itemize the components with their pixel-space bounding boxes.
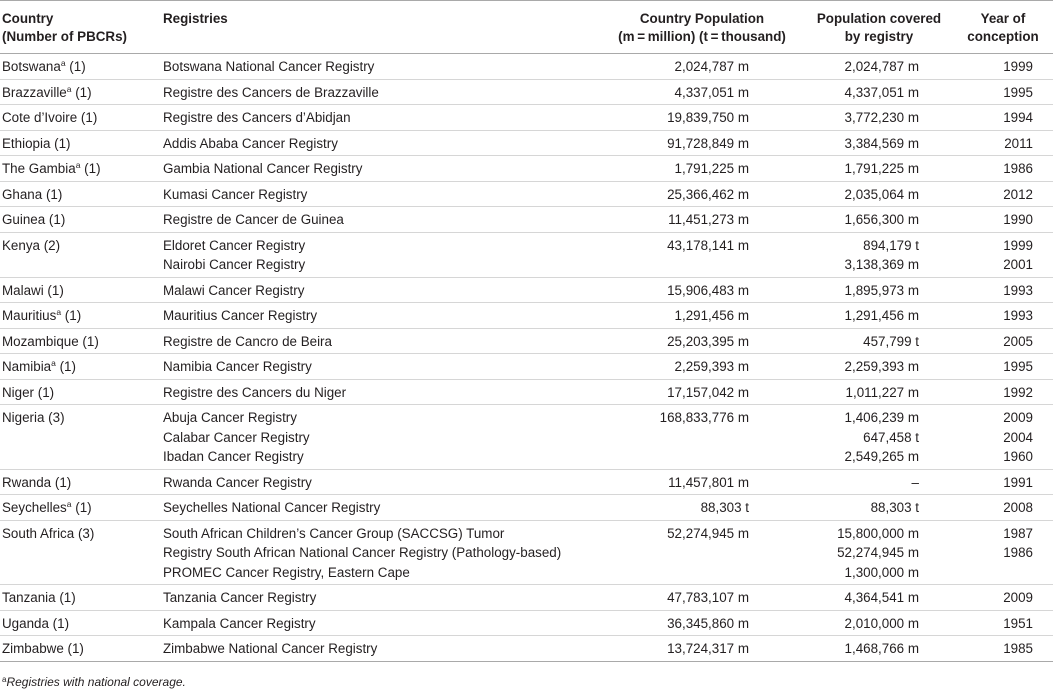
table-row bbox=[0, 379, 1053, 405]
cell-country-population: 17,157,042 m bbox=[593, 379, 791, 405]
header-registries: Registries bbox=[163, 1, 593, 54]
cell-population-covered: 2,024,787 m bbox=[791, 54, 953, 80]
cell-country-population: 15,906,483 m bbox=[593, 277, 791, 303]
table-row bbox=[0, 130, 1053, 156]
cell-year: 2011 bbox=[953, 130, 1053, 156]
cell-registries: South African Children’s Cancer Group (SACCSG) Tumor Registry South African National Cancer Registry (Pathology-based) PROMEC Cancer Registry, Eastern Cape bbox=[163, 520, 593, 585]
cell-country-population: 43,178,141 m bbox=[593, 232, 791, 277]
cell-year: 2009 bbox=[953, 585, 1053, 611]
cell-country-population: 11,457,801 m bbox=[593, 469, 791, 495]
cell-country: Tanzania (1) bbox=[0, 585, 163, 611]
cell-year: 1995 bbox=[953, 354, 1053, 380]
cell-country-population: 4,337,051 m bbox=[593, 79, 791, 105]
cell-country-population: 1,291,456 m bbox=[593, 303, 791, 329]
cell-population-covered: 1,656,300 m bbox=[791, 207, 953, 233]
table-row bbox=[0, 520, 1053, 585]
cell-registries: Seychelles National Cancer Registry bbox=[163, 495, 593, 521]
cell-population-covered: 2,010,000 m bbox=[791, 610, 953, 636]
cell-country: The Gambia$^a$ (1) bbox=[0, 156, 163, 182]
cell-year: 1990 bbox=[953, 207, 1053, 233]
cell-year: 1992 bbox=[953, 379, 1053, 405]
cell-year: 1951 bbox=[953, 610, 1053, 636]
cell-registries: Rwanda Cancer Registry bbox=[163, 469, 593, 495]
table-row bbox=[0, 156, 1053, 182]
cell-registries: Addis Ababa Cancer Registry bbox=[163, 130, 593, 156]
cell-population-covered: 1,406,239 m 647,458 t 2,549,265 m bbox=[791, 405, 953, 470]
cell-year: 1991 bbox=[953, 469, 1053, 495]
header-year-of-conception: Year of conception bbox=[953, 1, 1053, 54]
cell-country: Malawi (1) bbox=[0, 277, 163, 303]
cell-country-population: 1,791,225 m bbox=[593, 156, 791, 182]
table-row bbox=[0, 585, 1053, 611]
cell-year: 2005 bbox=[953, 328, 1053, 354]
cell-country: Ethiopia (1) bbox=[0, 130, 163, 156]
cell-country-population: 91,728,849 m bbox=[593, 130, 791, 156]
cell-year: 1987 1986 bbox=[953, 520, 1053, 585]
table-row bbox=[0, 636, 1053, 662]
cell-registries: Registre des Cancers d’Abidjan bbox=[163, 105, 593, 131]
cell-country: Kenya (2) bbox=[0, 232, 163, 277]
table-row bbox=[0, 469, 1053, 495]
cell-year: 1995 bbox=[953, 79, 1053, 105]
cell-country: Zimbabwe (1) bbox=[0, 636, 163, 662]
cell-population-covered: 1,291,456 m bbox=[791, 303, 953, 329]
cell-population-covered: 1,468,766 m bbox=[791, 636, 953, 662]
cell-year: 2008 bbox=[953, 495, 1053, 521]
cell-population-covered: 894,179 t 3,138,369 m bbox=[791, 232, 953, 277]
cell-registries: Mauritius Cancer Registry bbox=[163, 303, 593, 329]
cell-year: 1994 bbox=[953, 105, 1053, 131]
cell-population-covered: 2,259,393 m bbox=[791, 354, 953, 380]
cell-registries: Abuja Cancer Registry Calabar Cancer Registry Ibadan Cancer Registry bbox=[163, 405, 593, 470]
cell-country: Mauritius$^a$ (1) bbox=[0, 303, 163, 329]
cell-population-covered: 1,011,227 m bbox=[791, 379, 953, 405]
cell-country: Rwanda (1) bbox=[0, 469, 163, 495]
table-row bbox=[0, 181, 1053, 207]
cell-year: 1999 bbox=[953, 54, 1053, 80]
cell-country: Guinea (1) bbox=[0, 207, 163, 233]
cell-country-population: 168,833,776 m bbox=[593, 405, 791, 470]
cell-year: 1993 bbox=[953, 303, 1053, 329]
cell-country: Nigeria (3) bbox=[0, 405, 163, 470]
cell-country: Botswana$^a$ (1) bbox=[0, 54, 163, 80]
cell-registries: Botswana National Cancer Registry bbox=[163, 54, 593, 80]
table-row bbox=[0, 328, 1053, 354]
header-country: Country (Number of PBCRs) bbox=[0, 1, 163, 54]
table-row bbox=[0, 79, 1053, 105]
cell-population-covered: 2,035,064 m bbox=[791, 181, 953, 207]
cell-registries: Registre des Cancers du Niger bbox=[163, 379, 593, 405]
cell-country: Brazzaville$^a$ (1) bbox=[0, 79, 163, 105]
cell-population-covered: 88,303 t bbox=[791, 495, 953, 521]
cell-registries: Kumasi Cancer Registry bbox=[163, 181, 593, 207]
cell-country: Namibia$^a$ (1) bbox=[0, 354, 163, 380]
table-row bbox=[0, 405, 1053, 470]
table-body bbox=[0, 54, 1053, 662]
cell-registries: Kampala Cancer Registry bbox=[163, 610, 593, 636]
cell-country-population: 2,259,393 m bbox=[593, 354, 791, 380]
cell-population-covered: 3,384,569 m bbox=[791, 130, 953, 156]
cell-year: 1999 2001 bbox=[953, 232, 1053, 277]
cell-registries: Registre de Cancro de Beira bbox=[163, 328, 593, 354]
cell-country-population: 11,451,273 m bbox=[593, 207, 791, 233]
cell-country: Seychelles$^a$ (1) bbox=[0, 495, 163, 521]
table-row bbox=[0, 105, 1053, 131]
cell-population-covered: 15,800,000 m 52,274,945 m 1,300,000 m bbox=[791, 520, 953, 585]
table-footnote: $^a$Registries with national coverage. bbox=[2, 675, 186, 689]
cell-country: Mozambique (1) bbox=[0, 328, 163, 354]
cell-year: 1985 bbox=[953, 636, 1053, 662]
cell-registries: Gambia National Cancer Registry bbox=[163, 156, 593, 182]
cell-year: 1993 bbox=[953, 277, 1053, 303]
cell-registries: Registre de Cancer de Guinea bbox=[163, 207, 593, 233]
cell-population-covered: 4,364,541 m bbox=[791, 585, 953, 611]
cell-population-covered: 3,772,230 m bbox=[791, 105, 953, 131]
cell-population-covered: 1,791,225 m bbox=[791, 156, 953, 182]
table-row bbox=[0, 354, 1053, 380]
cell-registries: Registre des Cancers de Brazzaville bbox=[163, 79, 593, 105]
cell-registries: Namibia Cancer Registry bbox=[163, 354, 593, 380]
table-row bbox=[0, 232, 1053, 277]
cell-year: 2012 bbox=[953, 181, 1053, 207]
table-row bbox=[0, 54, 1053, 80]
cell-registries: Zimbabwe National Cancer Registry bbox=[163, 636, 593, 662]
cell-population-covered: – bbox=[791, 469, 953, 495]
cell-country-population: 52,274,945 m bbox=[593, 520, 791, 585]
cell-country-population: 13,724,317 m bbox=[593, 636, 791, 662]
cell-year: 1986 bbox=[953, 156, 1053, 182]
cell-country: South Africa (3) bbox=[0, 520, 163, 585]
table-header bbox=[0, 1, 1053, 54]
table-row bbox=[0, 303, 1053, 329]
cell-registries: Tanzania Cancer Registry bbox=[163, 585, 593, 611]
cell-population-covered: 457,799 t bbox=[791, 328, 953, 354]
cell-country: Cote d’Ivoire (1) bbox=[0, 105, 163, 131]
table-row bbox=[0, 277, 1053, 303]
header-country-population: Country Population (m = million) (t = thousand) bbox=[593, 1, 791, 54]
cell-country-population: 47,783,107 m bbox=[593, 585, 791, 611]
cell-registries: Eldoret Cancer Registry Nairobi Cancer Registry bbox=[163, 232, 593, 277]
cell-country: Uganda (1) bbox=[0, 610, 163, 636]
header-population-covered: Population covered by registry bbox=[791, 1, 953, 54]
cell-population-covered: 1,895,973 m bbox=[791, 277, 953, 303]
table-row bbox=[0, 610, 1053, 636]
cell-country: Niger (1) bbox=[0, 379, 163, 405]
cell-country-population: 2,024,787 m bbox=[593, 54, 791, 80]
cell-country-population: 19,839,750 m bbox=[593, 105, 791, 131]
table-row bbox=[0, 207, 1053, 233]
cell-country: Ghana (1) bbox=[0, 181, 163, 207]
table-row bbox=[0, 495, 1053, 521]
cell-population-covered: 4,337,051 m bbox=[791, 79, 953, 105]
cell-country-population: 25,203,395 m bbox=[593, 328, 791, 354]
cell-country-population: 36,345,860 m bbox=[593, 610, 791, 636]
cell-year: 2009 2004 1960 bbox=[953, 405, 1053, 470]
cell-country-population: 88,303 t bbox=[593, 495, 791, 521]
cell-country-population: 25,366,462 m bbox=[593, 181, 791, 207]
cell-registries: Malawi Cancer Registry bbox=[163, 277, 593, 303]
